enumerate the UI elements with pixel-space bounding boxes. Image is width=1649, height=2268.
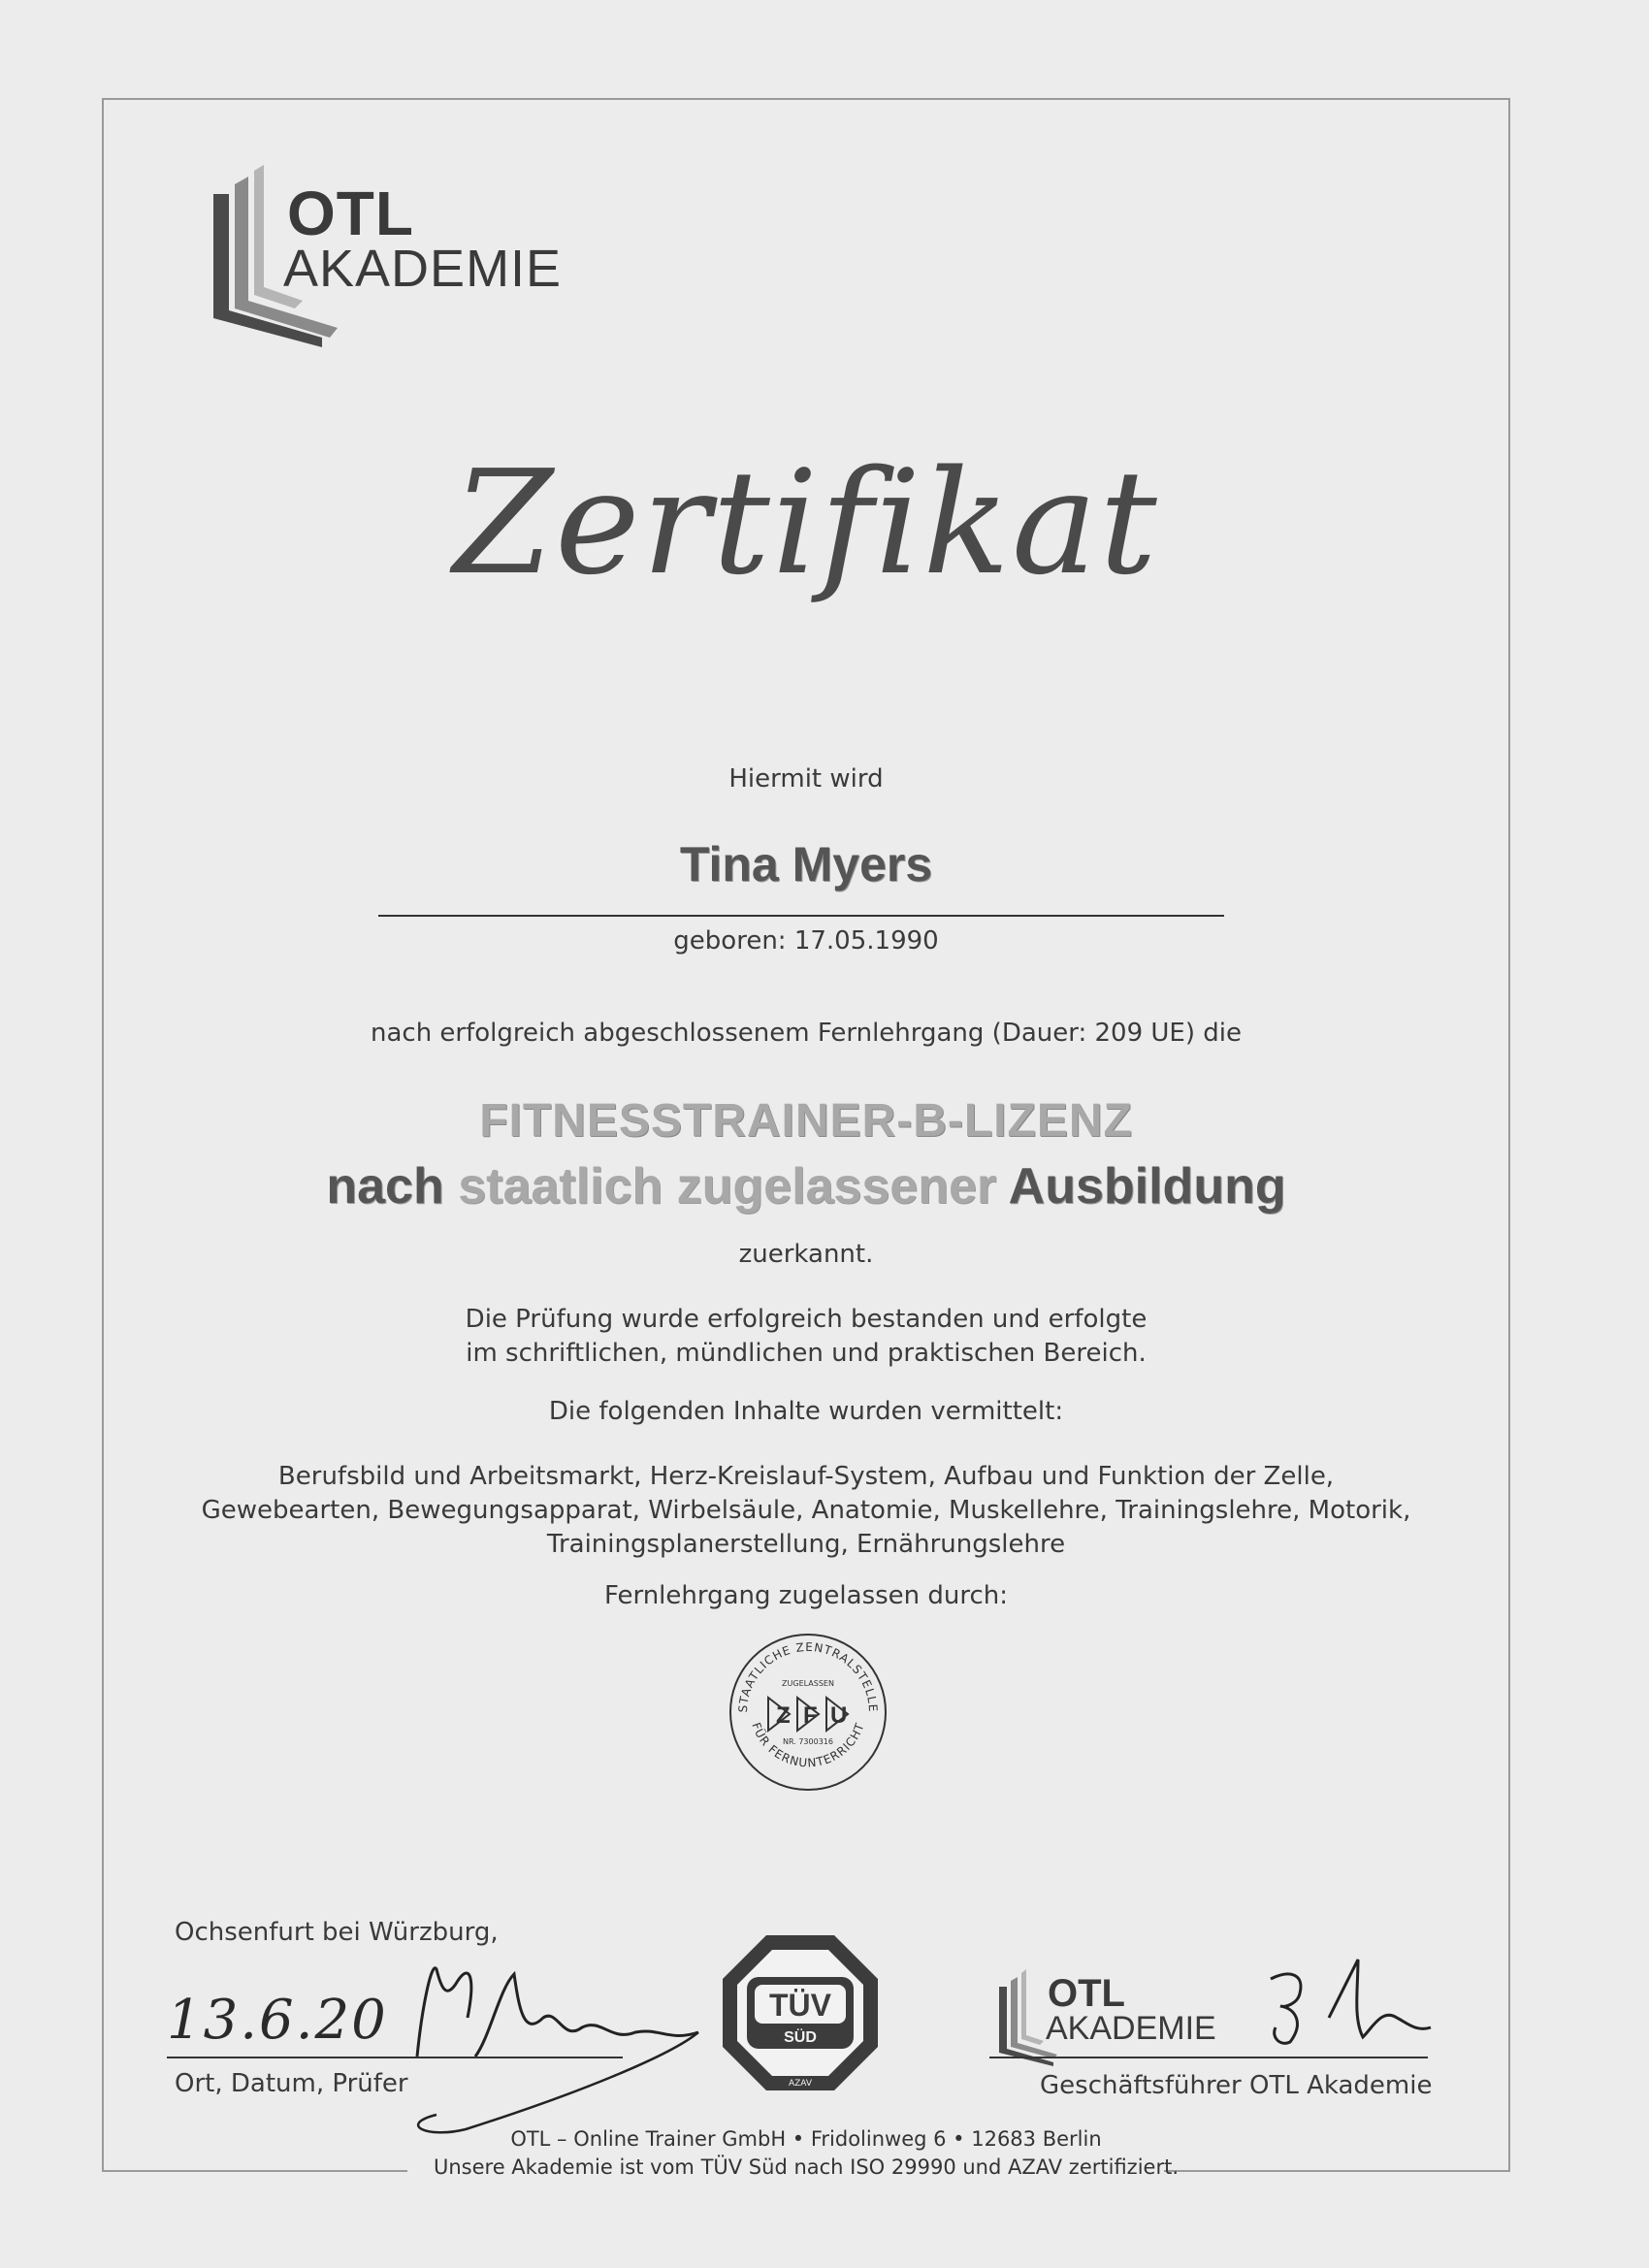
logo-small-akademie-text: AKADEMIE xyxy=(1046,2010,1216,2047)
otl-akademie-logo-small xyxy=(999,1969,1251,2066)
logo-akademie-text: AKADEMIE xyxy=(283,240,563,298)
svg-text:SÜD: SÜD xyxy=(784,2029,817,2046)
director-signature xyxy=(1261,1950,1436,2057)
birth-date: geboren: 17.05.1990 xyxy=(673,926,939,956)
svg-text:ZUGELASSEN: ZUGELASSEN xyxy=(782,1679,834,1688)
license-subtitle-part1: nach xyxy=(326,1158,444,1215)
tuv-seal-icon xyxy=(718,1930,883,2095)
footer-address: OTL – Online Trainer GmbH • Fridolinweg 6 • 12683 Berlin xyxy=(510,2127,1102,2151)
contents-list xyxy=(102,1460,1510,1562)
logo-small-otl-text: OTL xyxy=(1048,1972,1125,2015)
exam-line-2: im schriftlichen, mündlichen und praktischen Bereich. xyxy=(466,1339,1147,1368)
name-underline xyxy=(378,915,1224,917)
course-text: nach erfolgreich abgeschlossenem Fernlehrgang (Dauer: 209 UE) die xyxy=(370,1019,1242,1048)
contents-intro: Die folgenden Inhalte wurden vermittelt: xyxy=(548,1397,1064,1426)
otl-akademie-logo xyxy=(213,165,621,349)
license-subtitle-part2: staatlich zugelassener xyxy=(458,1158,997,1215)
zfu-seal-icon xyxy=(726,1630,890,1795)
footer-certification: Unsere Akademie ist vom TÜV Süd nach ISO 29990 und AZAV zertifiziert. xyxy=(434,2155,1179,2179)
license-subtitle xyxy=(102,1157,1510,1215)
exam-line-1: Die Prüfung wurde erfolgreich bestanden und erfolgte xyxy=(465,1305,1148,1334)
recipient-name: Tina Myers xyxy=(679,837,933,891)
svg-text:AZAV: AZAV xyxy=(788,2079,813,2089)
contents-line-1: Berufsbild und Arbeitsmarkt, Herz-Kreislauf-System, Aufbau und Funktion der Zelle, xyxy=(277,1462,1335,1491)
svg-text:FÜR FERNUNTERRICHT: FÜR FERNUNTERRICHT xyxy=(749,1720,867,1770)
logo-otl-text: OTL xyxy=(287,178,414,248)
intro-text: Hiermit wird xyxy=(728,764,884,794)
contents-line-2: Gewebearten, Bewegungsapparat, Wirbelsäule, Anatomie, Muskellehre, Trainingslehre, Motorik, xyxy=(201,1496,1411,1525)
awarded-text: zuerkannt. xyxy=(738,1240,874,1269)
left-signature-line xyxy=(167,2057,623,2058)
license-title: FITNESSTRAINER-B-LIZENZ xyxy=(479,1095,1133,1147)
svg-text:F: F xyxy=(803,1702,818,1729)
svg-text:Z: Z xyxy=(776,1702,791,1729)
zfu-seal xyxy=(726,1630,890,1795)
svg-text:U: U xyxy=(830,1702,848,1729)
handwritten-date: 13.6.20 xyxy=(167,1989,388,2052)
svg-text:TÜV: TÜV xyxy=(769,1988,831,2023)
approved-by-text: Fernlehrgang zugelassen durch: xyxy=(603,1581,1009,1610)
svg-text:NR. 7300316: NR. 7300316 xyxy=(783,1737,833,1746)
exam-text xyxy=(102,1303,1510,1371)
certificate-title: Zertifikat xyxy=(453,439,1159,606)
director-label: Geschäftsführer OTL Akademie xyxy=(1040,2071,1433,2100)
place-date-examiner-label: Ort, Datum, Prüfer xyxy=(175,2069,408,2098)
place-text: Ochsenfurt bei Würzburg, xyxy=(175,1918,499,1947)
contents-line-3: Trainingsplanerstellung, Ernährungslehre xyxy=(546,1530,1066,1559)
tuv-sued-seal xyxy=(718,1930,883,2095)
right-signature-line xyxy=(989,2057,1428,2058)
license-subtitle-part3: Ausbildung xyxy=(1008,1158,1286,1215)
svg-text:STAATLICHE ZENTRALSTELLE: STAATLICHE ZENTRALSTELLE xyxy=(735,1639,881,1713)
